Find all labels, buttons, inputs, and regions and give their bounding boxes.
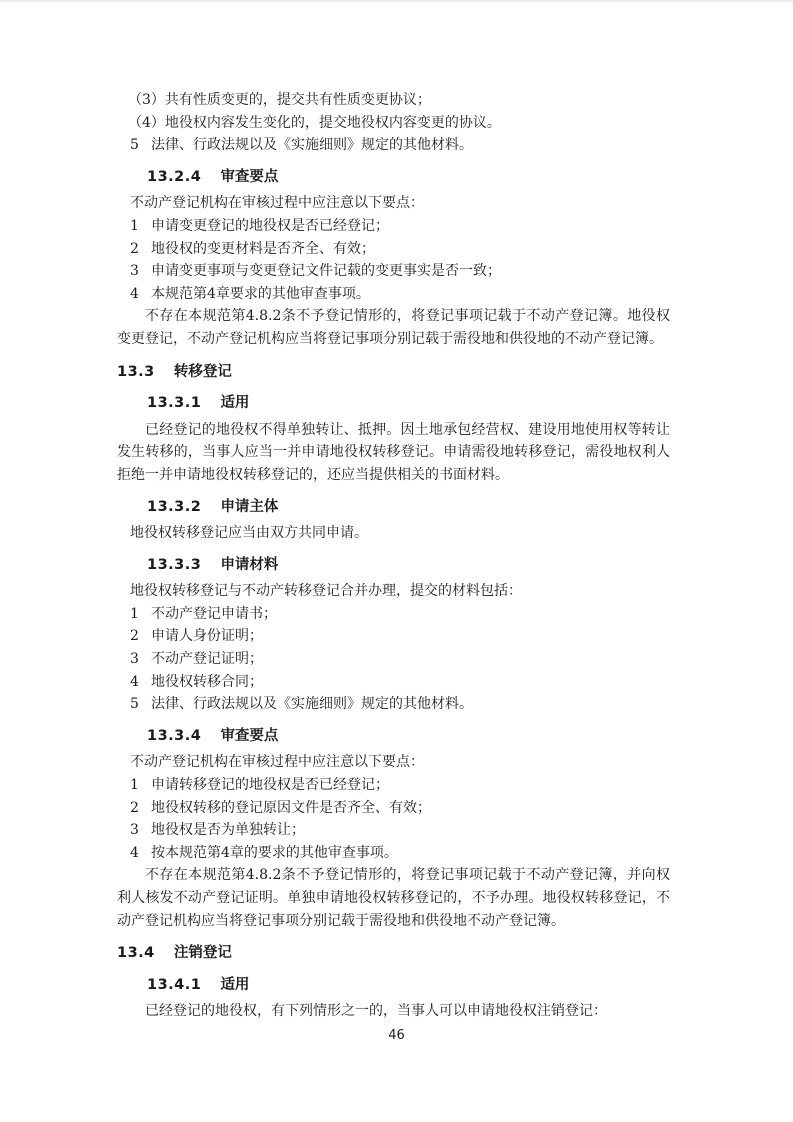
list-item: [117, 215, 670, 238]
list-item-number: 2: [130, 799, 139, 816]
list-item-number: 3: [130, 822, 139, 839]
subsection-number: 13.3.3: [147, 556, 202, 573]
subsection-title: 适用: [220, 395, 250, 412]
subsection-heading: [117, 166, 670, 189]
list-item-number: 1: [130, 777, 139, 794]
list-item: [117, 648, 670, 671]
list-item: [117, 238, 670, 261]
section-title: 注销登记: [173, 945, 232, 962]
page-number: 46: [388, 1028, 405, 1043]
list-item: [117, 774, 670, 797]
paragraph: 地役权转移登记应当由双方共同申请。: [130, 525, 368, 542]
list-item: [117, 693, 670, 716]
subsection-title: 审查要点: [220, 168, 279, 185]
subsection-title: 适用: [220, 976, 250, 993]
list-item: [117, 819, 670, 842]
list-item-number: 5: [130, 696, 139, 713]
list-item-text: 申请变更事项与变更登记文件记载的变更事实是否一致；: [151, 263, 501, 280]
page-body-text: [117, 89, 670, 1023]
paragraph: 不存在本规范第4.8.2条不予登记情形的，将登记事项记载于不动产登记簿，并向权利人核发不动产登记证明。单独申请地役权转移登记的，不予办理。地役权转移登记，不动产登记机构应当将登记事项分别记载于需役地和供役地不动产登记簿。: [117, 867, 670, 929]
list-item: [117, 842, 670, 865]
subsection-number: 13.3.4: [147, 727, 202, 744]
paragraph: 已经登记的地役权，有下列情形之一的，当事人可以申请地役权注销登记：: [145, 1003, 607, 1020]
list-item-text: 不动产登记证明；: [151, 651, 263, 668]
list-item-number: 2: [130, 240, 139, 257]
list-item-number: 1: [130, 217, 139, 234]
paragraph: 地役权转移登记与不动产转移登记合并办理，提交的材料包括：: [130, 583, 522, 600]
subsection-heading: [117, 725, 670, 748]
list-item-number: 3: [130, 651, 139, 668]
list-item-text: 法律、行政法规以及《实施细则》规定的其他材料。: [151, 696, 473, 713]
subsection-title: 申请材料: [220, 556, 279, 573]
list-item: （4）地役权内容发生变化的，提交地役权内容变更的协议。: [128, 114, 501, 131]
subsection-title: 申请主体: [220, 498, 279, 515]
list-item-text: 地役权转移合同；: [151, 673, 263, 690]
list-item-number: 5: [130, 137, 139, 154]
subsection-number: 13.2.4: [147, 168, 202, 185]
list-item-number: 1: [130, 605, 139, 622]
subsection-number: 13.4.1: [147, 976, 202, 993]
list-item-text: 本规范第4章要求的其他审查事项。: [151, 285, 370, 302]
list-item-text: 申请转移登记的地役权是否已经登记；: [151, 777, 389, 794]
subsection-heading: [117, 392, 670, 415]
list-item-text: 地役权的变更材料是否齐全、有效；: [151, 240, 375, 257]
subsection-heading: [117, 496, 670, 519]
paragraph: 已经登记的地役权不得单独转让、抵押。因土地承包经营权、建设用地使用权等转让发生转移的，当事人应当一并申请地役权转移登记。申请需役地转移登记，需役地权利人拒绝一并申请地役权转移登记的，还应当提供相关的书面材料。: [117, 421, 670, 483]
section-heading: [117, 361, 670, 384]
list-item-text: 申请人身份证明；: [151, 628, 263, 645]
list-item-text: 地役权是否为单独转让；: [151, 822, 305, 839]
section-number: 13.3: [117, 363, 155, 380]
paragraph: 不存在本规范第4.8.2条不予登记情形的，将登记事项记载于不动产登记簿。地役权变更登记，不动产登记机构应当将登记事项分别记载于需役地和供役地的不动产登记簿。: [117, 308, 670, 347]
list-item: [117, 603, 670, 626]
section-heading: [117, 942, 670, 965]
subsection-number: 13.3.1: [147, 395, 202, 412]
list-item: [117, 671, 670, 694]
list-item-text: 按本规范第4章的要求的其他审查事项。: [151, 844, 398, 861]
list-item: [117, 625, 670, 648]
section-title: 转移登记: [173, 363, 232, 380]
subsection-heading: [117, 974, 670, 997]
list-item-text: 地役权转移的登记原因文件是否齐全、有效；: [151, 799, 431, 816]
list-item-number: 2: [130, 628, 139, 645]
list-item: [117, 797, 670, 820]
list-item: [117, 260, 670, 283]
list-item-text: 申请变更登记的地役权是否已经登记；: [151, 217, 389, 234]
subsection-title: 审查要点: [220, 727, 279, 744]
paragraph: 不动产登记机构在审核过程中应注意以下要点：: [130, 195, 424, 212]
list-item-number: 4: [130, 673, 139, 690]
list-item-text: 不动产登记申请书；: [151, 605, 277, 622]
paragraph: 不动产登记机构在审核过程中应注意以下要点：: [130, 754, 424, 771]
list-item: [117, 134, 670, 157]
list-item: [117, 283, 670, 306]
list-item-number: 3: [130, 263, 139, 280]
section-number: 13.4: [117, 945, 155, 962]
list-item-text: 法律、行政法规以及《实施细则》规定的其他材料。: [151, 137, 473, 154]
subsection-heading: [117, 554, 670, 577]
list-item-number: 4: [130, 844, 139, 861]
list-item: （3）共有性质变更的，提交共有性质变更协议；: [128, 92, 431, 108]
subsection-number: 13.3.2: [147, 498, 202, 515]
list-item-number: 4: [130, 285, 139, 302]
